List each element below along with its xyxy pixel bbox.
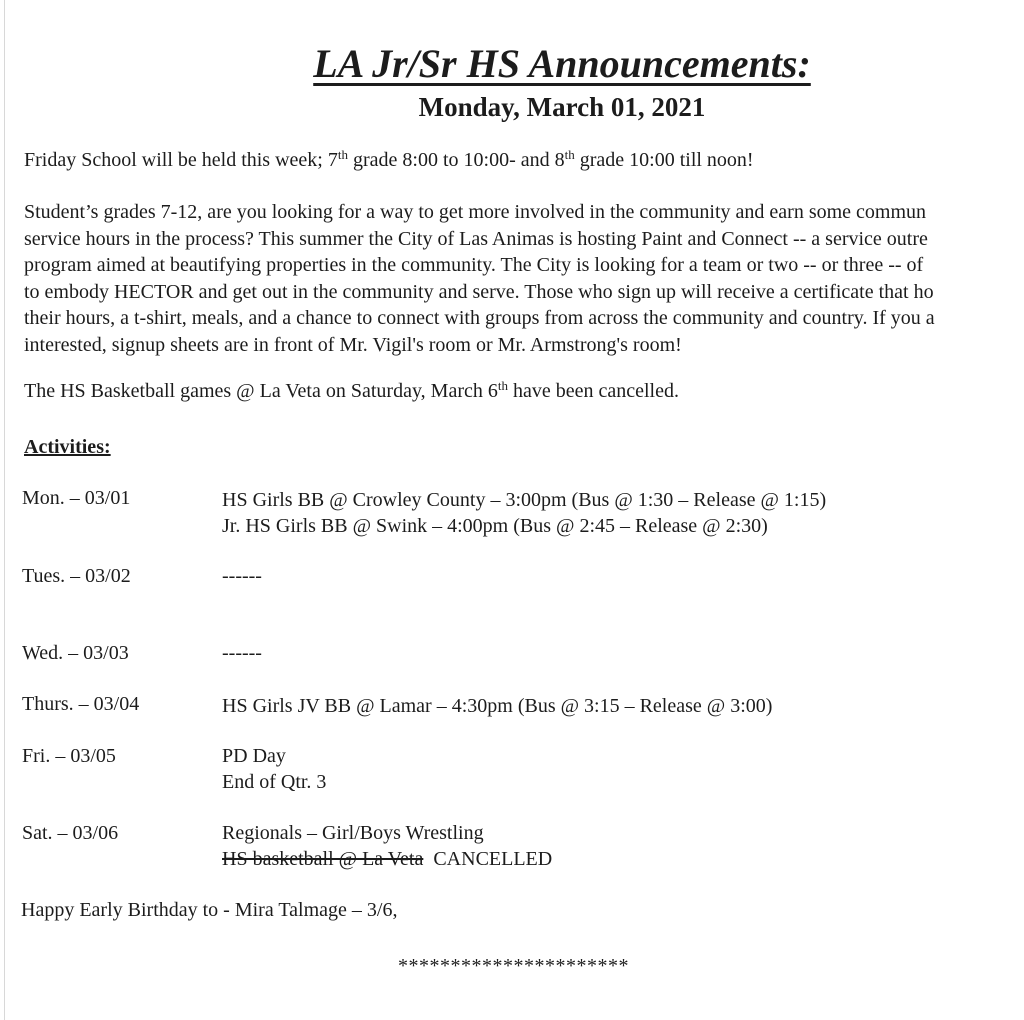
activity-day-monday: Mon. – 03/01	[22, 487, 131, 509]
activity-event: PD Day	[222, 745, 286, 767]
birthday-announcement: Happy Early Birthday to - Mira Talmage – 3/6,	[21, 899, 398, 921]
activity-event: HS Girls JV BB @ Lamar – 4:30pm (Bus @ 3:15 – Release @ 3:00)	[222, 695, 773, 717]
activities-heading: Activities:	[24, 436, 111, 458]
activity-event: End of Qtr. 3	[222, 771, 327, 793]
paragraph-line: service hours in the process? This summer the City of Las Animas is hosting Paint and Connect -- a service outre	[24, 227, 928, 250]
activity-event: Jr. HS Girls BB @ Swink – 4:00pm (Bus @ 2:45 – Release @ 2:30)	[222, 515, 768, 537]
cancelled-label: CANCELLED	[423, 848, 553, 870]
footer-divider-stars: **********************	[398, 955, 629, 977]
page-edge-line	[4, 0, 5, 1020]
cancelled-event	[222, 846, 552, 872]
activity-event: ------	[222, 565, 262, 587]
paragraph-line: Student’s grades 7-12, are you looking for a way to get more involved in the community and earn some commun	[24, 201, 927, 223]
paragraph-line: program aimed at beautifying properties in the community. The City is looking for a team or two -- or three -- of	[24, 254, 924, 276]
paragraph-line: interested, signup sheets are in front of Mr. Vigil's room or Mr. Armstrong's room!	[24, 333, 682, 356]
paint-and-connect-announcement	[24, 199, 935, 358]
activity-day-wednesday: Wed. – 03/03	[22, 642, 129, 664]
activity-day-saturday: Sat. – 03/06	[22, 822, 119, 844]
activity-event: Regionals – Girl/Boys Wrestling	[222, 822, 484, 844]
activity-day-thursday: Thurs. – 03/04	[22, 693, 140, 715]
friday-school-announcement: Friday School will be held this week; 7th grade 8:00 to 10:00- and 8th grade 10:00 till noon!	[24, 147, 754, 171]
activity-day-friday: Fri. – 03/05	[22, 745, 116, 767]
struck-event-text: HS basketball @ La Veta	[222, 848, 424, 870]
activity-event: ------	[222, 642, 262, 664]
paragraph-line: to embody HECTOR and get out in the community and serve. Those who sign up will receive a certificate that ho	[24, 280, 934, 303]
activity-day-tuesday: Tues. – 03/02	[22, 565, 131, 587]
page-date: Monday, March 01, 2021	[418, 92, 706, 122]
basketball-cancel-announcement: The HS Basketball games @ La Veta on Saturday, March 6th have been cancelled.	[24, 378, 679, 402]
page-title: LA Jr/Sr HS Announcements:	[313, 41, 811, 86]
paragraph-line: their hours, a t-shirt, meals, and a chance to connect with groups from across the community and country. If you a	[24, 307, 935, 329]
activity-event: HS Girls BB @ Crowley County – 3:00pm (Bus @ 1:30 – Release @ 1:15)	[222, 489, 827, 511]
